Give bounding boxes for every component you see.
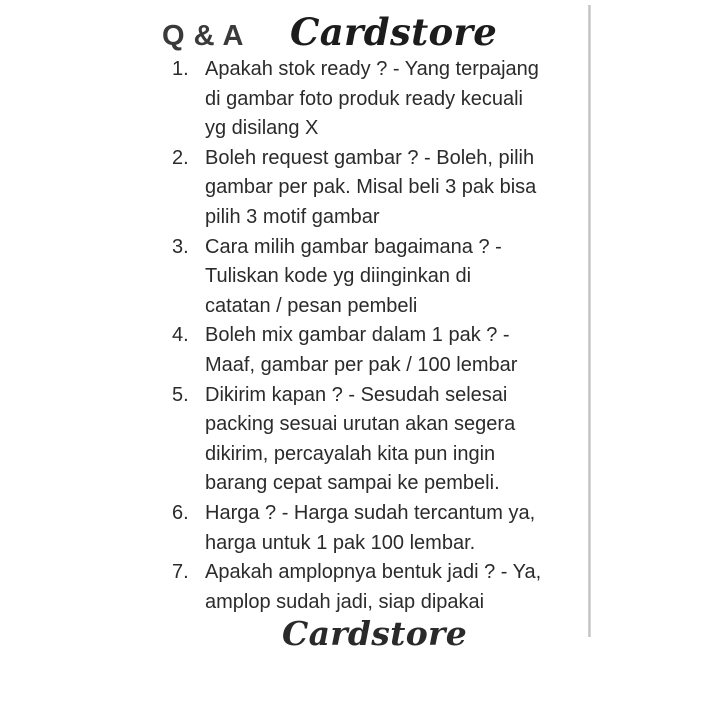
faq-number: 7. <box>172 561 189 584</box>
faq-text: Boleh request gambar ? - Boleh, pilih gambar per pak. Misal beli 3 pak bisa pilih 3 motif gambar <box>205 146 537 228</box>
header <box>162 10 497 54</box>
qa-heading: Q & A <box>162 20 244 52</box>
faq-text: Boleh mix gambar dalam 1 pak ? - Maaf, gambar per pak / 100 lembar <box>205 324 518 376</box>
faq-number: 3. <box>172 235 189 258</box>
brand-logo-bottom: Cardstore <box>282 614 468 653</box>
faq-number: 2. <box>172 146 189 169</box>
brand-logo-top: Cardstore <box>289 10 498 54</box>
faq-item <box>172 55 592 144</box>
faq-text: Harga ? - Harga sudah tercantum ya, harga untuk 1 pak 100 lembar. <box>205 501 536 554</box>
faq-text: Cara milih gambar bagaimana ? - Tuliskan kode yg diinginkan di catatan / pesan pembeli <box>205 235 502 317</box>
faq-item <box>172 233 592 322</box>
page-edge-divider <box>588 5 591 637</box>
faq-item <box>172 499 592 558</box>
faq-item <box>172 321 592 380</box>
faq-text: Apakah amplopnya bentuk jadi ? - Ya, amplop sudah jadi, siap dipakai <box>205 561 542 613</box>
faq-text: Apakah stok ready ? - Yang terpajang di gambar foto produk ready kecuali yg disilang X <box>205 58 539 140</box>
faq-number: 5. <box>172 383 189 406</box>
faq-list <box>172 55 592 617</box>
faq-item <box>172 144 592 233</box>
faq-number: 4. <box>172 324 189 347</box>
faq-text: Dikirim kapan ? - Sesudah selesai packing sesuai urutan akan segera dikirim, percayalah kita pun ingin barang cepat sampai ke pembeli. <box>205 383 516 495</box>
faq-number: 6. <box>172 501 189 524</box>
faq-item <box>172 558 592 617</box>
faq-number: 1. <box>172 58 189 80</box>
faq-item <box>172 381 592 499</box>
